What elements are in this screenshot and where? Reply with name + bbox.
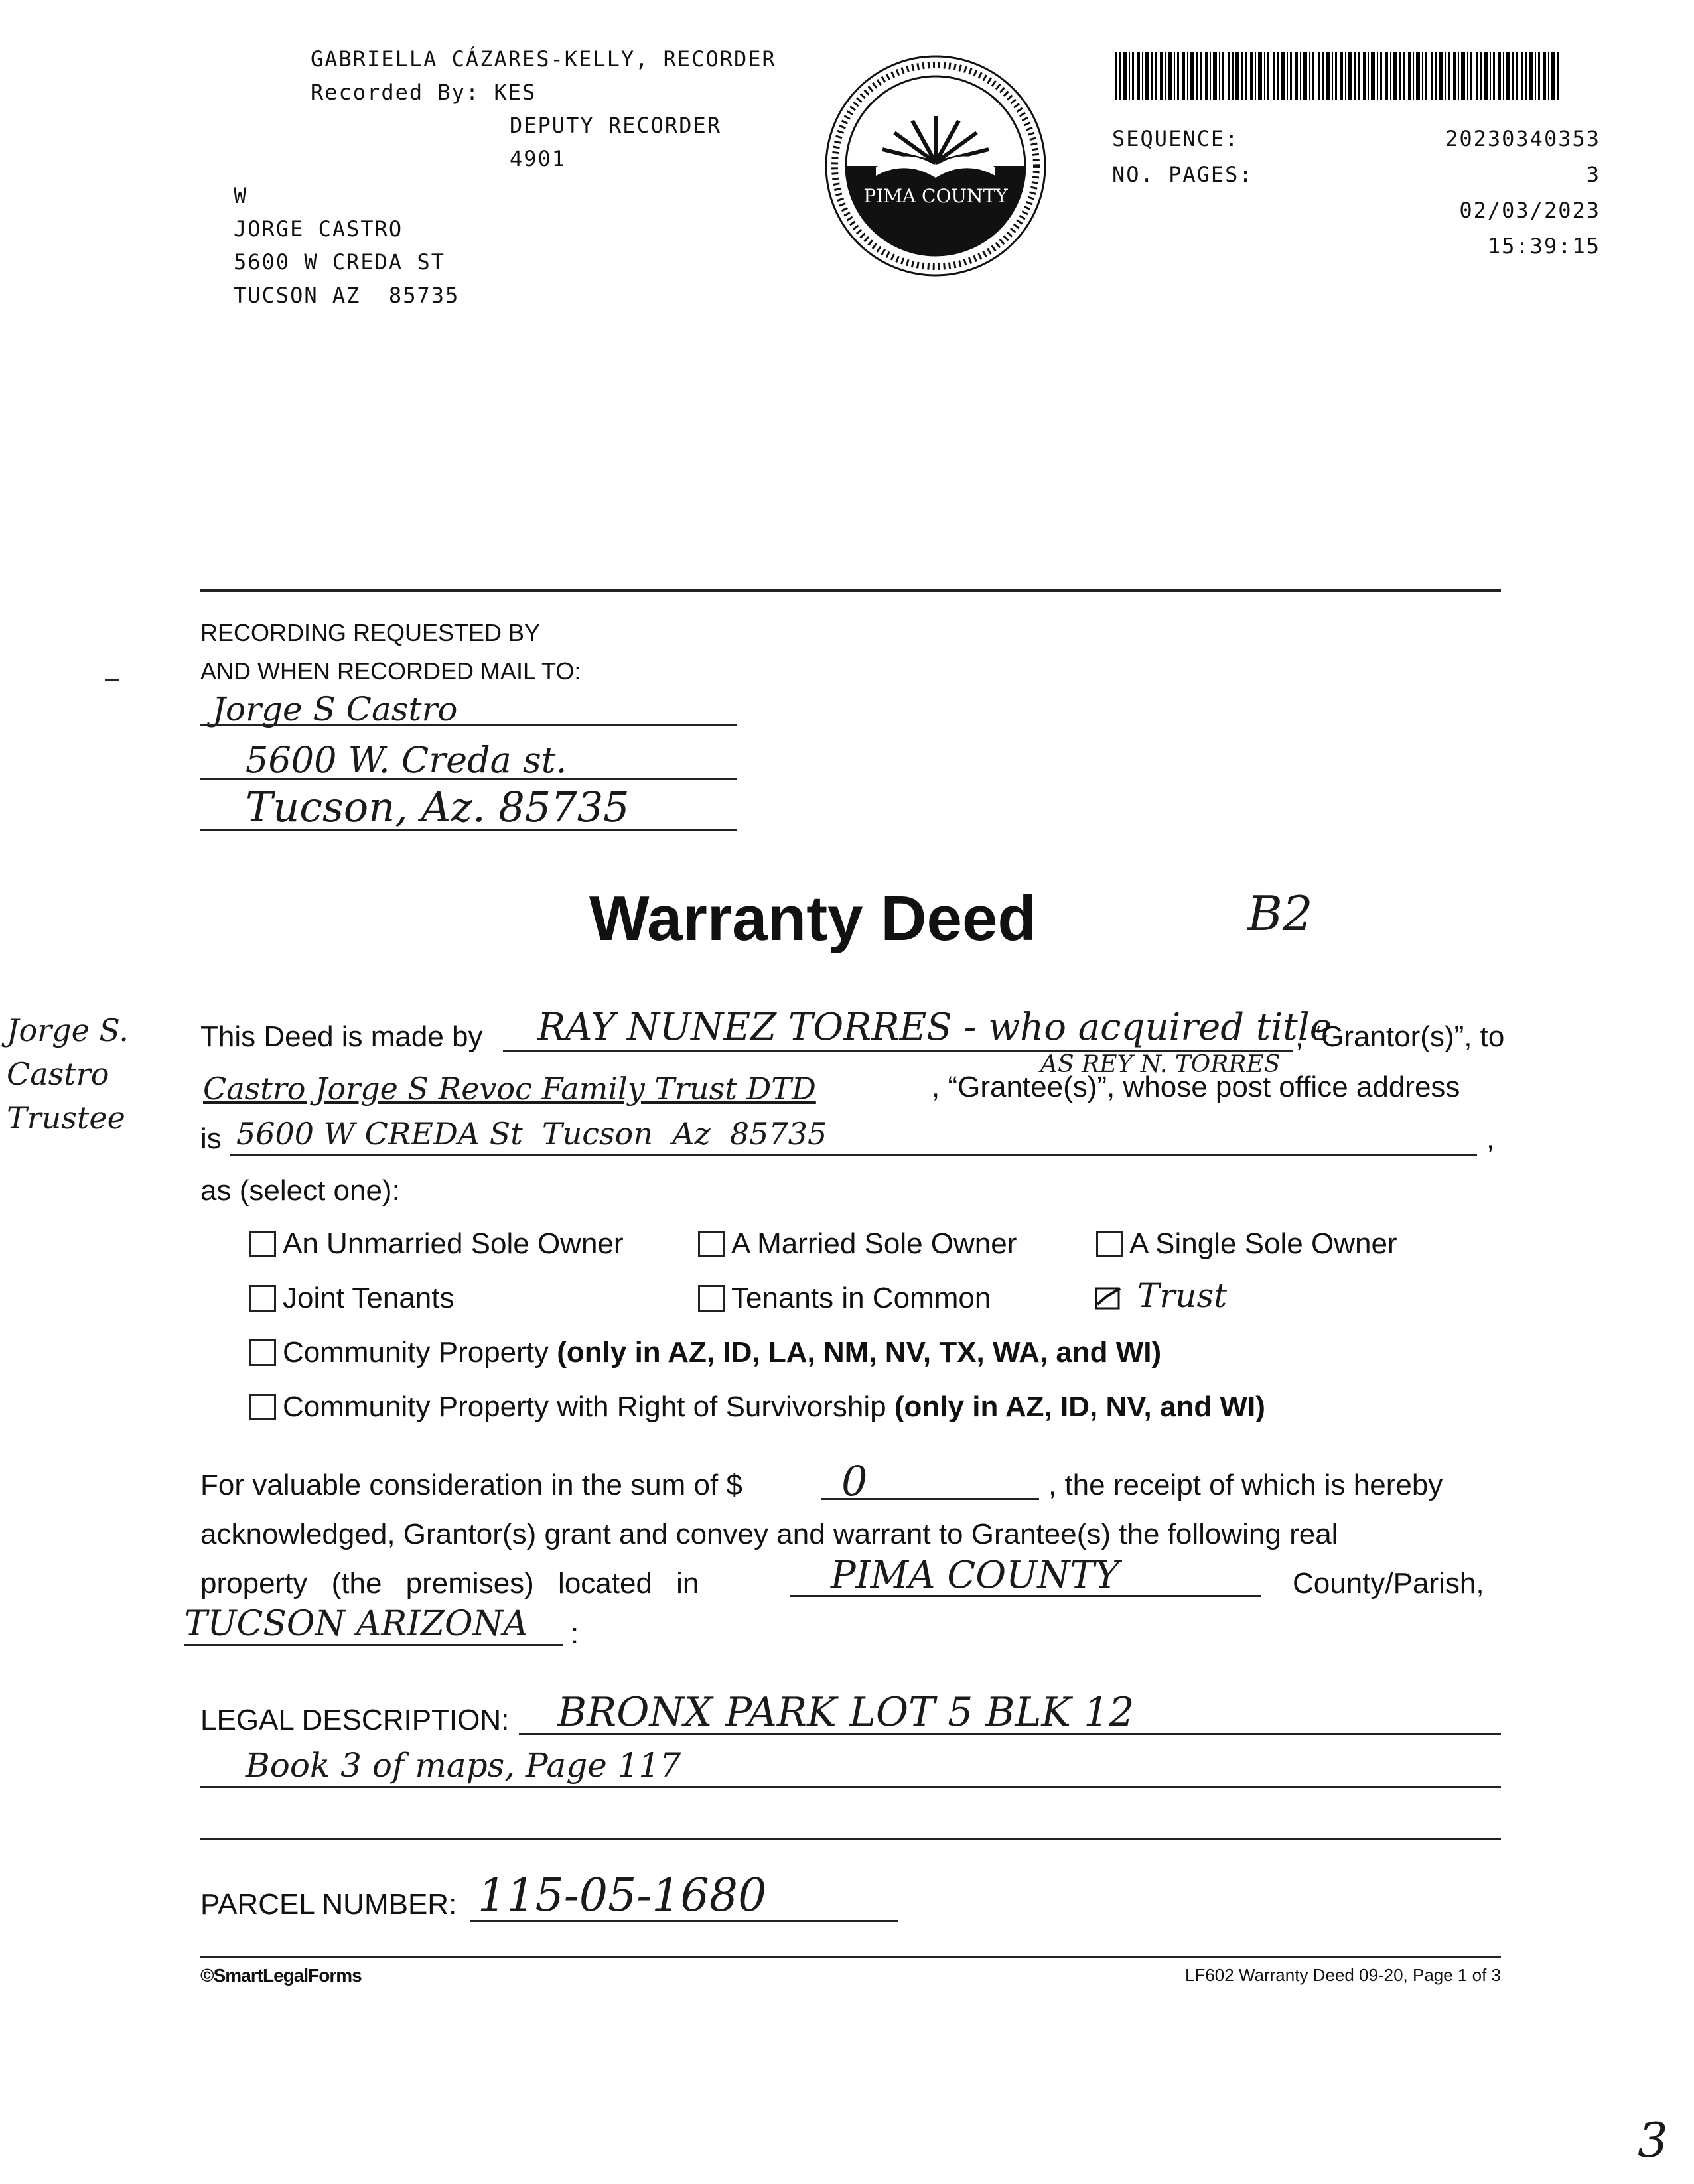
county-line	[790, 1595, 1261, 1597]
record-time: 15:39:15	[1487, 234, 1600, 259]
sequence-value: 20230340353	[1445, 126, 1600, 151]
trust-checkmark	[1095, 1284, 1123, 1311]
option-survivorship[interactable]: Community Property with Right of Survivorship (only in AZ, ID, NV, and WI)	[249, 1391, 1265, 1424]
recording-heading-line2: AND WHEN RECORDED MAIL TO:	[200, 657, 581, 685]
legal-description-line2: Book 3 of maps, Page 117	[246, 1746, 681, 1785]
addressee-name: JORGE CASTRO	[234, 216, 403, 241]
option-single[interactable]: A Single Sole Owner	[1096, 1227, 1397, 1261]
pages-value: 3	[1586, 162, 1600, 187]
recording-heading-line1: RECORDING REQUESTED BY	[200, 619, 541, 646]
trust-handwritten: Trust	[1137, 1276, 1228, 1315]
grantor-alias: AS REY N. TORRES	[1040, 1051, 1281, 1078]
address-end: ,	[1486, 1123, 1495, 1155]
checkbox-single[interactable]	[1096, 1231, 1123, 1257]
consideration-line2: acknowledged, Grantor(s) grant and convey and warrant to Grantee(s) the following real	[200, 1518, 1338, 1550]
pages-label: NO. PAGES:	[1112, 162, 1253, 187]
state-line	[184, 1644, 563, 1646]
option-married[interactable]: A Married Sole Owner	[698, 1227, 1017, 1261]
footer-rule	[200, 1956, 1501, 1958]
address-line	[230, 1154, 1477, 1156]
margin-note-line1: Jorge S.	[7, 1012, 129, 1048]
county-parish-label: County/Parish,	[1293, 1567, 1484, 1600]
record-date: 02/03/2023	[1459, 198, 1600, 223]
recorder-name: GABRIELLA CÁZARES-KELLY, RECORDER	[311, 46, 776, 72]
mail-to-line-2	[200, 778, 737, 780]
stray-mark	[105, 679, 119, 681]
legal-line-1	[519, 1733, 1501, 1735]
checkbox-joint[interactable]	[249, 1285, 276, 1312]
option-joint[interactable]: Joint Tenants	[249, 1282, 454, 1315]
addressee-street: 5600 W CREDA ST	[234, 249, 445, 275]
seal-label: PIMA COUNTY	[863, 185, 1008, 207]
footer-form-id: LF602 Warranty Deed 09-20, Page 1 of 3	[1185, 1965, 1501, 1985]
consideration-amount: 0	[841, 1457, 868, 1505]
option-community[interactable]: Community Property (only in AZ, ID, LA, NM, NV, TX, WA, and WI)	[249, 1336, 1161, 1369]
county-name: PIMA COUNTY	[831, 1554, 1119, 1597]
grantee-name: Castro Jorge S Revoc Family Trust DTD	[203, 1071, 816, 1107]
state-name: TUCSON ARIZONA	[184, 1604, 528, 1644]
mail-to-line-3	[200, 829, 737, 831]
parcel-number-value: 115-05-1680	[478, 1870, 767, 1922]
amount-line	[821, 1498, 1039, 1500]
legal-line-2	[200, 1786, 1501, 1788]
consideration-suffix: , the receipt of which is hereby	[1048, 1469, 1443, 1501]
option-unmarried[interactable]: An Unmarried Sole Owner	[249, 1227, 624, 1261]
margin-note-line3: Trustee	[7, 1100, 125, 1136]
margin-note	[7, 1008, 129, 1140]
top-rule	[200, 589, 1501, 592]
sequence-label: SEQUENCE:	[1112, 126, 1239, 151]
grantor-name: RAY NUNEZ TORRES - who acquired title	[537, 1006, 1332, 1049]
grantee-address: 5600 W CREDA St Tucson Az 85735	[236, 1116, 827, 1152]
title-note: B2	[1247, 886, 1313, 941]
state-colon: :	[571, 1617, 579, 1650]
option-common[interactable]: Tenants in Common	[698, 1282, 991, 1315]
checkbox-married[interactable]	[698, 1231, 725, 1257]
address-is-label: is	[200, 1123, 222, 1155]
margin-note-line2: Castro	[7, 1056, 109, 1092]
grantee-suffix: , “Grantee(s)”, whose post office address	[932, 1071, 1460, 1103]
footer-brand: ©SmartLegalForms	[200, 1965, 362, 1986]
recorded-by: Recorded By: KES	[311, 80, 537, 105]
legal-description-line1: BRONX PARK LOT 5 BLK 12	[557, 1689, 1135, 1736]
checkbox-survivorship[interactable]	[249, 1394, 276, 1420]
parcel-number-label: PARCEL NUMBER:	[200, 1888, 457, 1921]
mail-to-name: Jorge S Castro	[212, 690, 458, 728]
mail-to-city: Tucson, Az. 85735	[246, 783, 630, 831]
deputy-recorder: DEPUTY RECORDER	[510, 113, 721, 138]
parcel-line	[470, 1920, 898, 1922]
addressee-city: TUCSON AZ 85735	[234, 283, 460, 308]
legal-description-label: LEGAL DESCRIPTION:	[200, 1704, 510, 1736]
consideration-prefix: For valuable consideration in the sum of $	[200, 1469, 742, 1501]
deed-made-by-prefix: This Deed is made by	[200, 1020, 483, 1053]
mail-to-line-1	[200, 724, 737, 726]
document-title: Warranty Deed	[589, 883, 1036, 954]
deputy-id: 4901	[510, 146, 567, 171]
legal-line-3	[200, 1838, 1501, 1840]
pima-county-seal	[823, 53, 1048, 279]
select-one-label: as (select one):	[200, 1174, 400, 1207]
checkbox-community[interactable]	[249, 1339, 276, 1366]
barcode	[1115, 52, 1561, 100]
grantor-suffix: , “Grantor(s)”, to	[1295, 1020, 1505, 1053]
consideration-line3: property (the premises) located in	[200, 1567, 699, 1600]
w-mark: W	[234, 183, 248, 208]
checkbox-unmarried[interactable]	[249, 1231, 276, 1257]
recording-heading	[200, 614, 581, 691]
page-mark: 3	[1638, 2112, 1668, 2168]
checkbox-common[interactable]	[698, 1285, 725, 1312]
mail-to-street: 5600 W. Creda st.	[246, 739, 567, 781]
